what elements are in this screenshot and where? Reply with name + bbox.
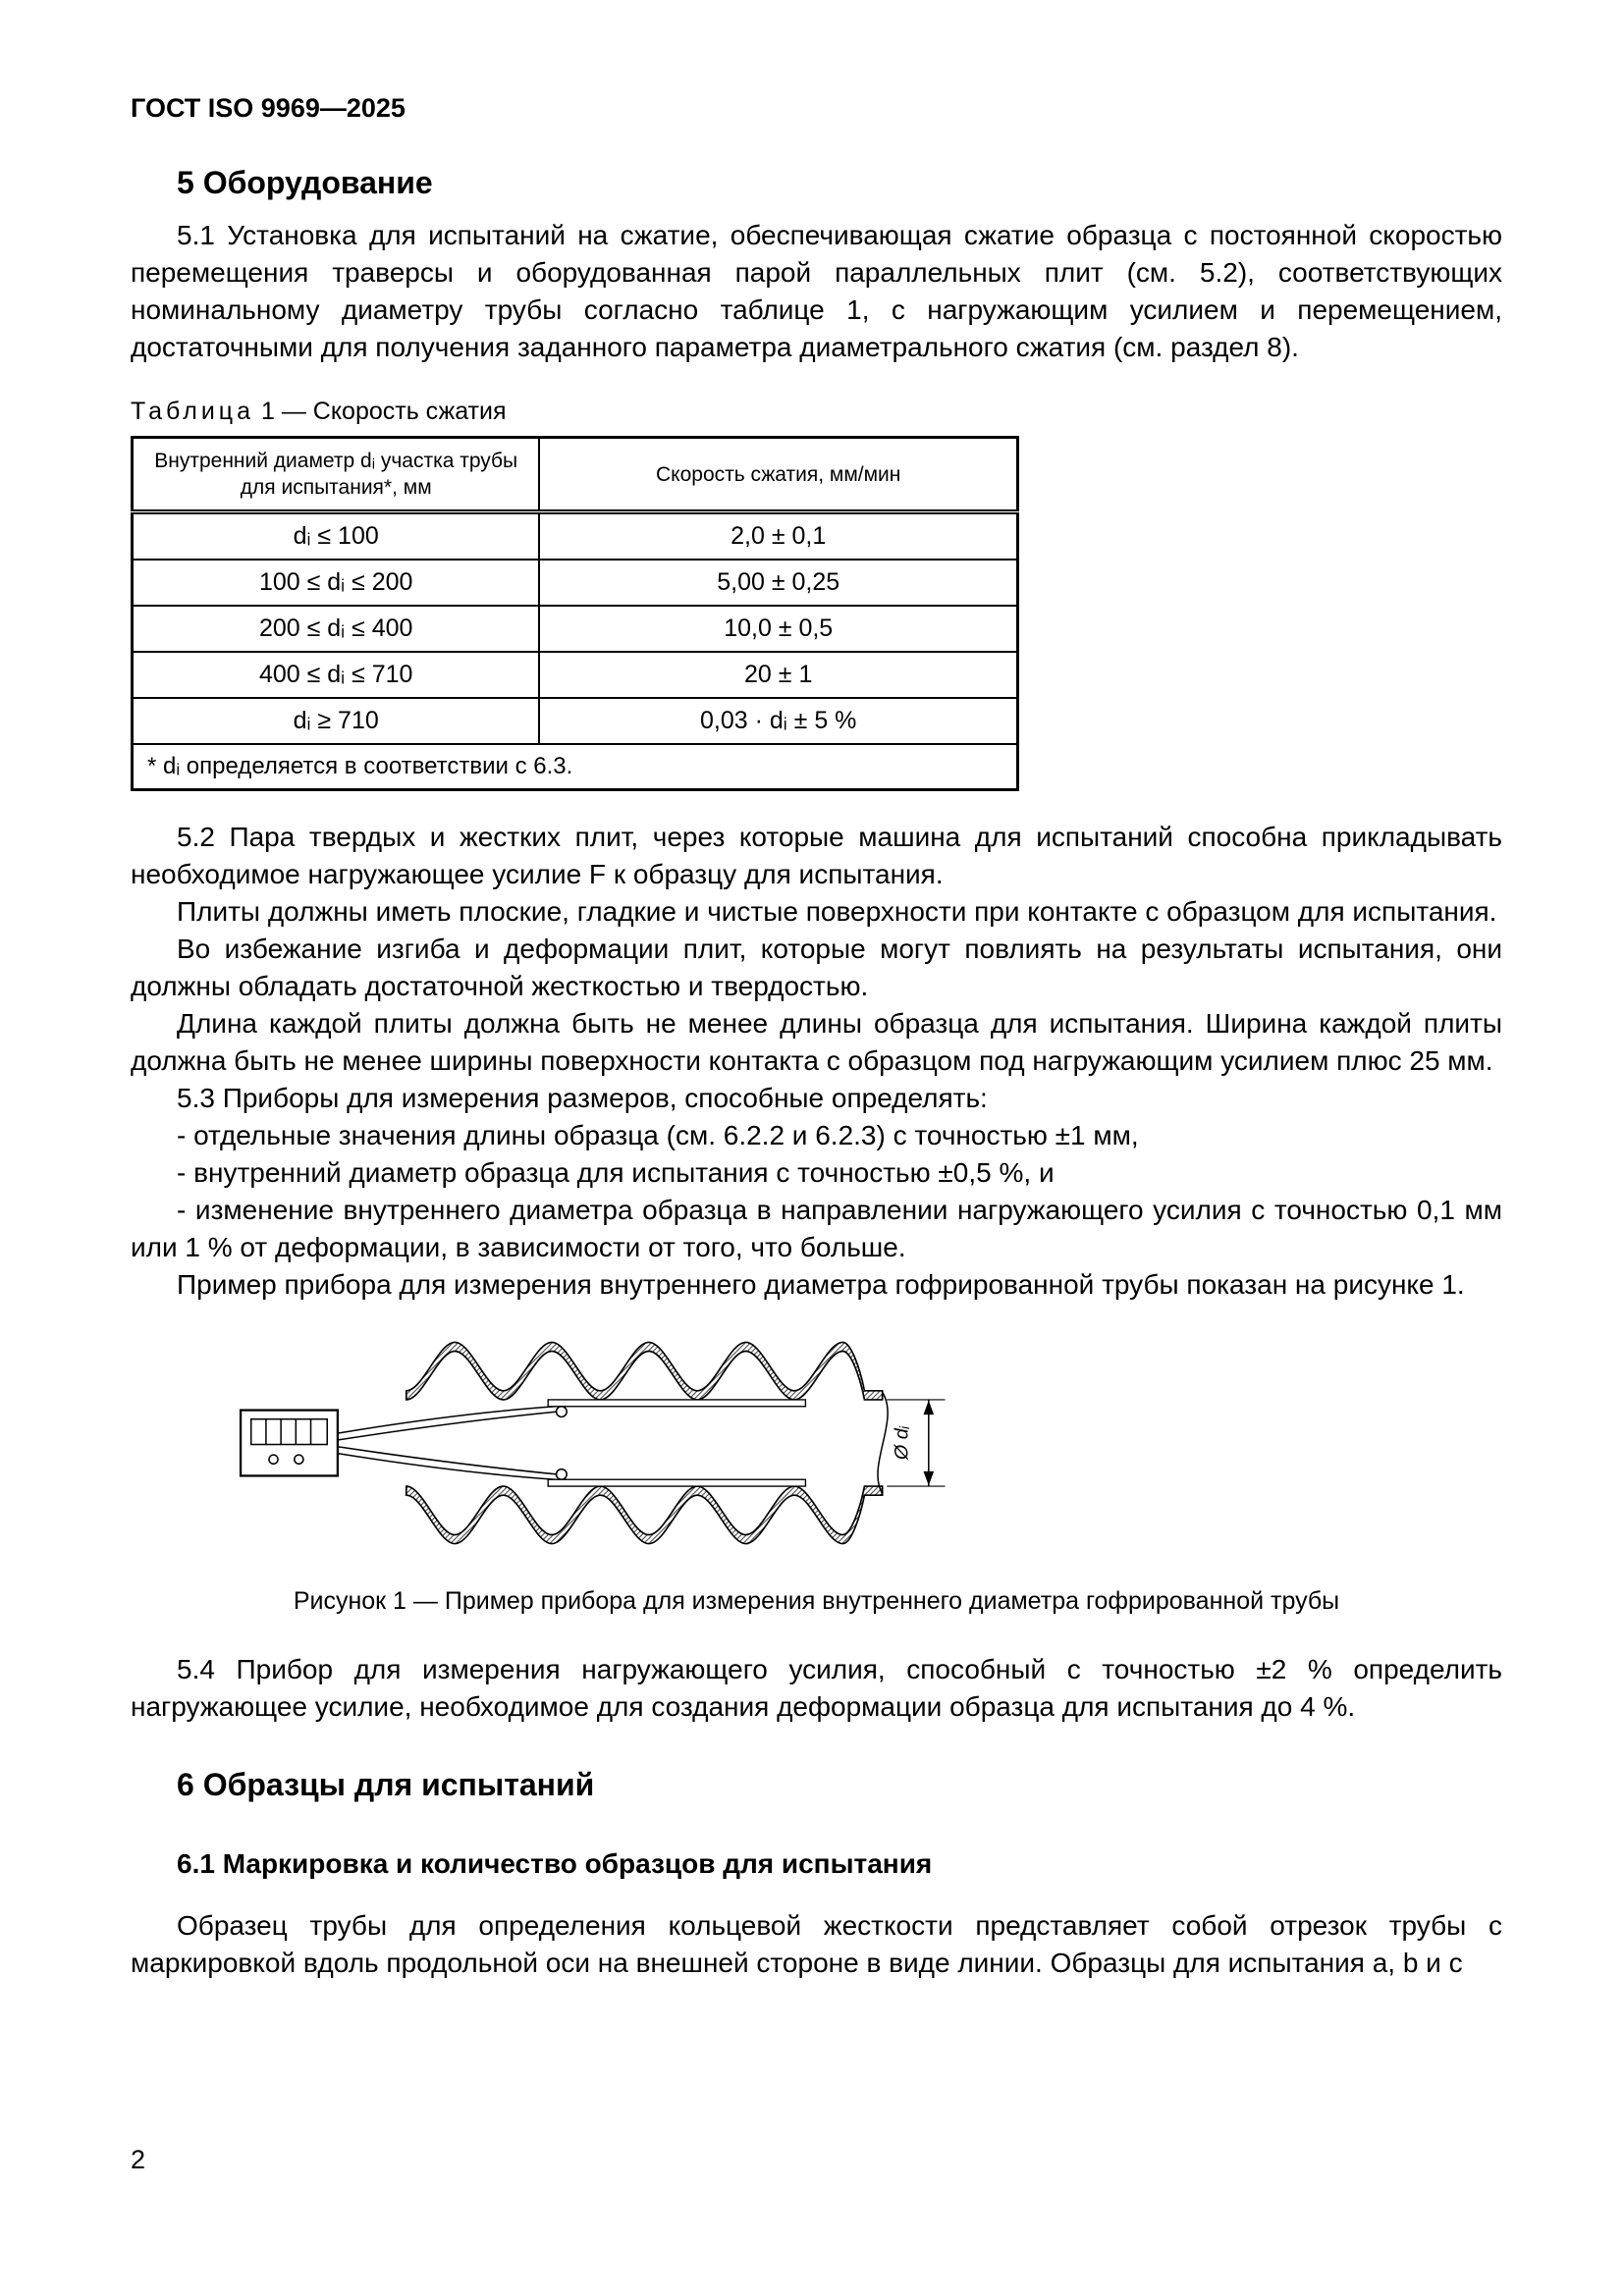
table-row: [133, 698, 1018, 744]
figure-1: [235, 1331, 1502, 1560]
paragraph-5-3-example: Пример прибора для измерения внутреннего диаметра гофрированной трубы показан на рисунке 1.: [177, 1269, 1465, 1300]
table-row: [133, 512, 1018, 561]
upper-feeler-wire: [338, 1407, 556, 1433]
device-button: [295, 1455, 303, 1464]
pipe-top-wall: [406, 1342, 883, 1400]
cell-speed-value: 0,03 · dᵢ ± 5 %: [539, 698, 1017, 744]
table-1-caption: [131, 398, 1502, 426]
cell-diameter-range: 200 ≤ dᵢ ≤ 400: [133, 606, 540, 652]
table-row: [133, 652, 1018, 698]
paragraph-5-3: 5.3 Приборы для измерения размеров, способные определять:: [177, 1083, 988, 1113]
cell-speed-value: 20 ± 1: [539, 652, 1017, 698]
cell-speed-value: 10,0 ± 0,5: [539, 606, 1017, 652]
dimension-arrow-down: [923, 1471, 934, 1485]
table-caption-rest: 1 — Скорость сжатия: [260, 398, 507, 425]
diameter-label: Ø dᵢ: [891, 1425, 913, 1461]
lower-feeler-wire: [338, 1447, 557, 1474]
list-item-length: - отдельные значения длины образца (см. 6.2.2 и 6.2.3) с точностью ±1 мм,: [177, 1120, 1139, 1150]
table-caption-word: Таблица: [131, 398, 255, 425]
table-footnote-row: [133, 744, 1018, 790]
measuring-arms: [338, 1400, 806, 1486]
section-6-heading: 6 Образцы для испытаний: [177, 1767, 595, 1802]
col-header-inner-diameter: Внутренний диаметр dᵢ участка трубы для испытания*, мм: [133, 438, 540, 512]
figure-1-caption: Рисунок 1 — Пример прибора для измерения внутреннего диаметра гофрированной трубы: [293, 1587, 1340, 1615]
table-footnote: * dᵢ определяется в соответствии с 6.3.: [133, 744, 1018, 790]
pipe-break-line: [878, 1392, 888, 1493]
col-header-compression-speed: Скорость сжатия, мм/мин: [539, 438, 1017, 512]
cell-diameter-range: dᵢ ≥ 710: [133, 698, 540, 744]
doc-header: ГОСТ ISO 9969—2025: [131, 93, 406, 123]
upper-feeler-wire: [338, 1412, 557, 1440]
table-row: [133, 560, 1018, 606]
cell-speed-value: 2,0 ± 0,1: [539, 512, 1017, 561]
paragraph-5-2: 5.2 Пара твердых и жестких плит, через которые машина для испытаний способна прикладывать необходимое нагружающее усилие F к образцу для испытания.: [131, 822, 1502, 889]
cell-diameter-range: 100 ≤ dᵢ ≤ 200: [133, 560, 540, 606]
device-display: [251, 1419, 328, 1445]
paragraph-5-2-stiffness: Во избежание изгиба и деформации плит, которые могут повлиять на результаты испытания, они должны обладать достаточной жесткостью и твердостью.: [131, 934, 1502, 1001]
inner-diameter-dimension: [887, 1400, 945, 1486]
figure-1-drawing: [235, 1331, 981, 1555]
upper-contact-plate: [548, 1400, 805, 1407]
paragraph-6-1: Образец трубы для определения кольцевой жесткости представляет собой отрезок трубы с маркировкой вдоль продольной оси на внешней стороне в виде линии. Образцы для испытания a, b и c: [131, 1910, 1502, 1978]
lower-pivot: [557, 1469, 568, 1480]
paragraph-5-2-plate-size: Длина каждой плиты должна быть не менее длины образца для испытания. Ширина каждой плиты должна быть не менее ширины поверхности контакта с образцом под нагружающим усилием плюс 25 мм.: [131, 1008, 1502, 1076]
device-button: [269, 1455, 278, 1464]
list-item-diameter-change: - изменение внутреннего диаметра образца в направлении нагружающего усилия с точностью 0,1 мм или 1 % от деформации, в зависимости от того, что больше.: [131, 1195, 1502, 1262]
section-6-1-heading: 6.1 Маркировка и количество образцов для испытания: [177, 1848, 933, 1879]
corrugated-pipe: [406, 1342, 888, 1543]
cell-speed-value: 5,00 ± 0,25: [539, 560, 1017, 606]
page-number: 2: [131, 2145, 146, 2174]
table-row: [133, 606, 1018, 652]
cell-diameter-range: dᵢ ≤ 100: [133, 512, 540, 561]
lower-feeler-wire: [338, 1454, 556, 1480]
list-item-inner-diameter: - внутренний диаметр образца для испытания с точностью ±0,5 %, и: [177, 1157, 1055, 1188]
measuring-device: [241, 1411, 338, 1476]
cell-diameter-range: 400 ≤ dᵢ ≤ 710: [133, 652, 540, 698]
paragraph-5-4: 5.4 Прибор для измерения нагружающего усилия, способный с точностью ±2 % определить нагружающее усилие, необходимое для создания деформации образца для испытания до 4 %.: [131, 1654, 1502, 1722]
lower-contact-plate: [548, 1479, 805, 1486]
paragraph-5-2-plates-surfaces: Плиты должны иметь плоские, гладкие и чистые поверхности при контакте с образцом для испытания.: [177, 896, 1497, 927]
paragraph-5-1: 5.1 Установка для испытаний на сжатие, обеспечивающая сжатие образца с постоянной скоростью перемещения траверсы и оборудованная парой параллельных плит (см. 5.2), соответствующих номинальному диаметру трубы согласно таблице 1, с нагружающим усилием и перемещением, достаточными для получения заданного параметра диаметрального сжатия (см. раздел 8).: [131, 220, 1502, 362]
upper-pivot: [557, 1407, 568, 1417]
table-header-row: [133, 438, 1018, 512]
section-5-heading: 5 Оборудование: [177, 165, 433, 200]
dimension-arrow-up: [923, 1401, 934, 1415]
pipe-bottom-wall: [406, 1486, 883, 1544]
compression-speed-table: [131, 436, 1019, 791]
